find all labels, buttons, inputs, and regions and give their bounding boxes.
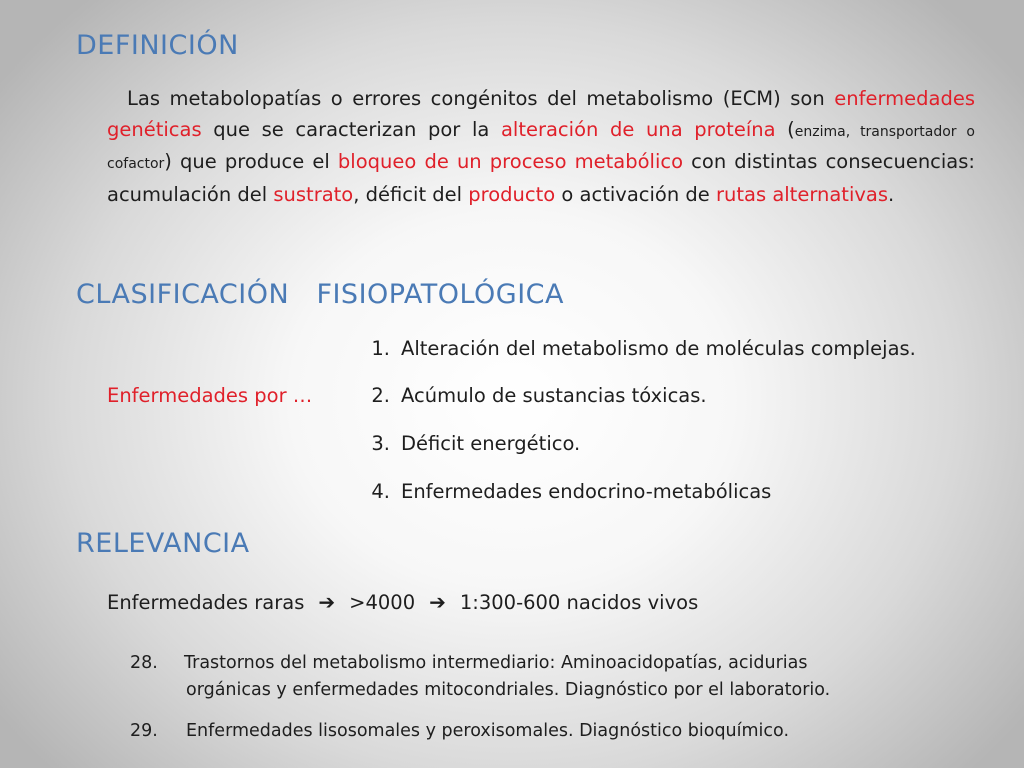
tema-item: 28. Trastornos del metabolismo intermediario: Aminoacidopatías, acidurias orgánicas y enfermedades mitocondriales. Diagnóstico por el laboratorio. xyxy=(130,653,831,700)
relevancia-line xyxy=(107,590,698,614)
definicion-heading: DEFINICIÓN xyxy=(76,30,239,61)
tema-item: 29. Enfermedades lisosomales y peroxisomales. Diagnóstico bioquímico. xyxy=(130,721,790,741)
relevancia-incidence: 1:300-600 nacidos vivos xyxy=(459,591,699,614)
list-item: 1. Alteración del metabolismo de moléculas complejas. xyxy=(371,337,916,360)
list-item: 2. Acúmulo de sustancias tóxicas. xyxy=(371,384,707,407)
relevancia-raras: Enfermedades raras xyxy=(107,591,305,614)
arrow-right-icon: ➔ xyxy=(429,590,446,614)
highlight-bloqueo: bloqueo de un proceso metabólico xyxy=(337,150,684,173)
arrow-right-icon: ➔ xyxy=(318,590,336,614)
clasificacion-label: Enfermedades por … xyxy=(107,384,313,407)
highlight-rutas: rutas alternativas xyxy=(715,182,889,206)
list-item: 4. Enfermedades endocrino-metabólicas xyxy=(371,480,772,503)
highlight-sustrato: sustrato xyxy=(273,182,354,206)
definicion-paragraph: Las metabolopatías o errores congénitos del metabolismo (ECM) son enfermedades genéticas que se caracterizan por la alteración de una proteína (enzima, transportador o cofactor) que produce el bloqueo de un proceso metabólico con distintas consecuencias: acumulación del sustrato, déficit del producto o activación de rutas alternativas. xyxy=(107,87,975,206)
parenthetical-note: enzima, transportador o cofactor xyxy=(107,123,975,172)
clasificacion-heading: CLASIFICACIÓN FISIOPATOLÓGICA xyxy=(76,279,564,310)
list-item: 3. Déficit energético. xyxy=(371,432,581,455)
highlight-enfermedades-geneticas: enfermedades genéticas xyxy=(107,87,975,141)
relevancia-count: >4000 xyxy=(349,591,416,614)
relevancia-heading: RELEVANCIA xyxy=(76,528,250,559)
highlight-producto: producto xyxy=(468,182,556,206)
highlight-alteracion-proteina: alteración de una proteína xyxy=(500,117,776,141)
